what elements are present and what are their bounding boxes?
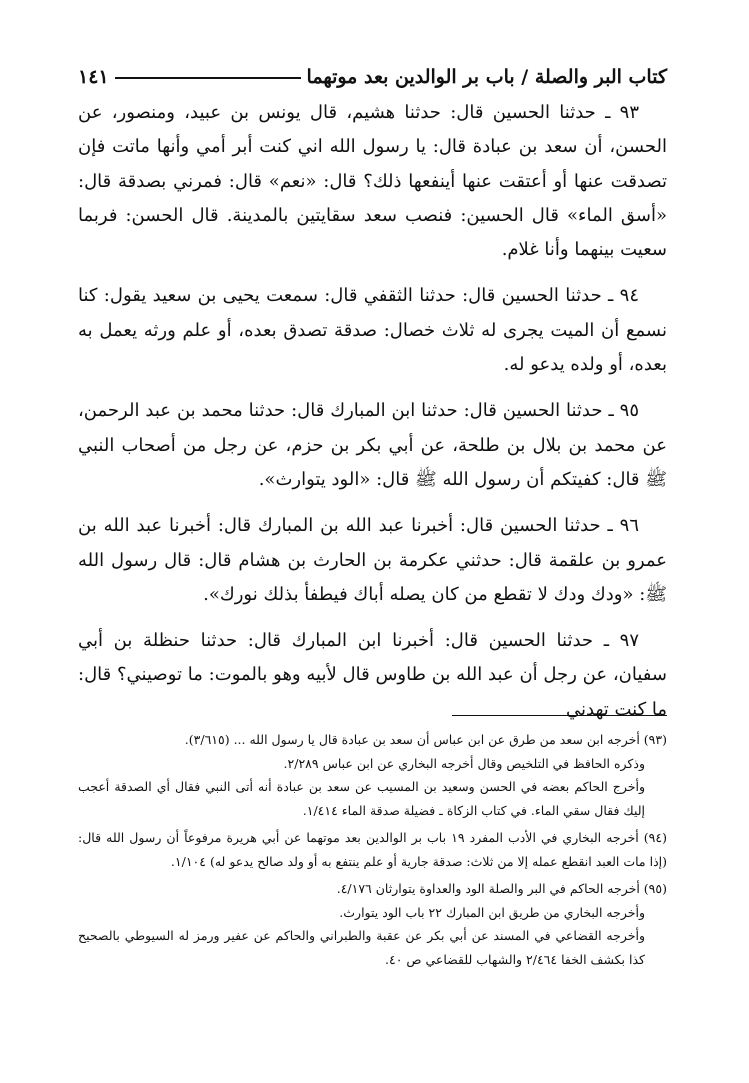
footnote-93 (78, 728, 667, 822)
footnote-line: (٩٤) أخرجه البخاري في الأدب المفرد ١٩ باب بر الوالدين بعد موتهما عن أبي هريرة مرفوعاً أن رسول الله قال: (إذا مات العبد انقطع عمله إلا من ثلاث: صدقة جارية أو علم ينتفع به أو ولد صالح يدعو له) ١/١٠٤. (78, 830, 667, 869)
footnote-94 (78, 826, 667, 873)
hadith-94: ٩٤ ـ حدثنا الحسين قال: حدثنا الثقفي قال: سمعت يحيى بن سعيد يقول: كنا نسمع أن الميت يجرى له ثلاث خصال: صدقة تصدق بعده، أو علم ورثه يعمل به بعده، أو ولده يدعو له. (78, 285, 667, 376)
header-rule (115, 77, 301, 79)
page-number: ١٤١ (78, 66, 109, 88)
hadith-96: ٩٦ ـ حدثنا الحسين قال: أخبرنا عبد الله بن المبارك قال: أخبرنا عبد الله بن عمرو بن علقمة قال: حدثني عكرمة بن الحارث بن هشام قال: قال رسول الله ﷺ: «ودك ودك لا تقطع من كان يصله أباك فيطفأ بذلك نورك». (78, 515, 667, 605)
footnote-divider (452, 715, 667, 716)
footnotes (78, 728, 667, 975)
main-text (78, 96, 667, 739)
running-header (78, 52, 667, 88)
footnote-line: وأخرجه القضاعي في المسند عن أبي بكر عن عقبة والطبراني والحاكم عن عفير ورمز له السيوطي بالصحيح كذا بكشف الخفا ٢/٤٦٤ والشهاب للقضاعي ص ٤٠. (78, 928, 645, 967)
footnote-line: (٩٣) أخرجه ابن سعد من طرق عن ابن عباس أن سعد بن عبادة قال يا رسول الله ... (٣/٦١٥). (184, 732, 667, 747)
hadith-93: ٩٣ ـ حدثنا الحسين قال: حدثنا هشيم، قال يونس بن عبيد، ومنصور، عن الحسن، أن سعد بن عبادة قال: يا رسول الله اني كنت أبر أمي وأنها ماتت فإن تصدقت عنها أو أعتقت عنها أينفعها ذلك؟ قال: «نعم» قال: فمرني بصدقة قال: «أسق الماء» قال الحسين: فنصب سعد سقايتين بالمدينة. قال الحسن: فربما سعيت بينهما وأنا غلام. (78, 102, 667, 261)
hadith-97: ٩٧ ـ حدثنا الحسين قال: أخبرنا ابن المبارك قال: حدثنا حنظلة بن أبي سفيان، عن رجل أن عبد الله بن طاوس قال لأبيه وهو بالموت: ما توصيني؟ قال: ما كنت تهدني (78, 630, 667, 720)
chapter-title: كتاب البر والصلة / باب بر الوالدين بعد موتهما (306, 66, 667, 88)
footnote-95 (78, 877, 667, 971)
footnote-line: وأخرج الحاكم بعضه في الحسن وسعيد بن المسيب عن سعد بن عبادة أنه أتى النبي فقال أي الصدقة أعجب إليك فقال سقي الماء. في كتاب الزكاة ـ فضيلة صدقة الماء ١/٤١٤. (78, 779, 645, 818)
hadith-95: ٩٥ ـ حدثنا الحسين قال: حدثنا ابن المبارك قال: حدثنا محمد بن عبد الرحمن، عن محمد بن بلال بن طلحة، عن أبي بكر بن حزم، عن رجل من أصحاب النبي ﷺ قال: كفيتكم أن رسول الله ﷺ قال: «الود يتوارث». (78, 400, 667, 490)
footnote-line: وذكره الحافظ في التلخيص وقال أخرجه البخاري عن ابن عباس ٢/٢٨٩. (283, 755, 645, 771)
footnote-line: (٩٥) أخرجه الحاكم في البر والصلة الود والعداوة يتوارثان ٤/١٧٦. (336, 881, 667, 896)
footnote-line: وأخرجه البخاري من طريق ابن المبارك ٢٢ باب الود يتوارث. (339, 904, 645, 920)
